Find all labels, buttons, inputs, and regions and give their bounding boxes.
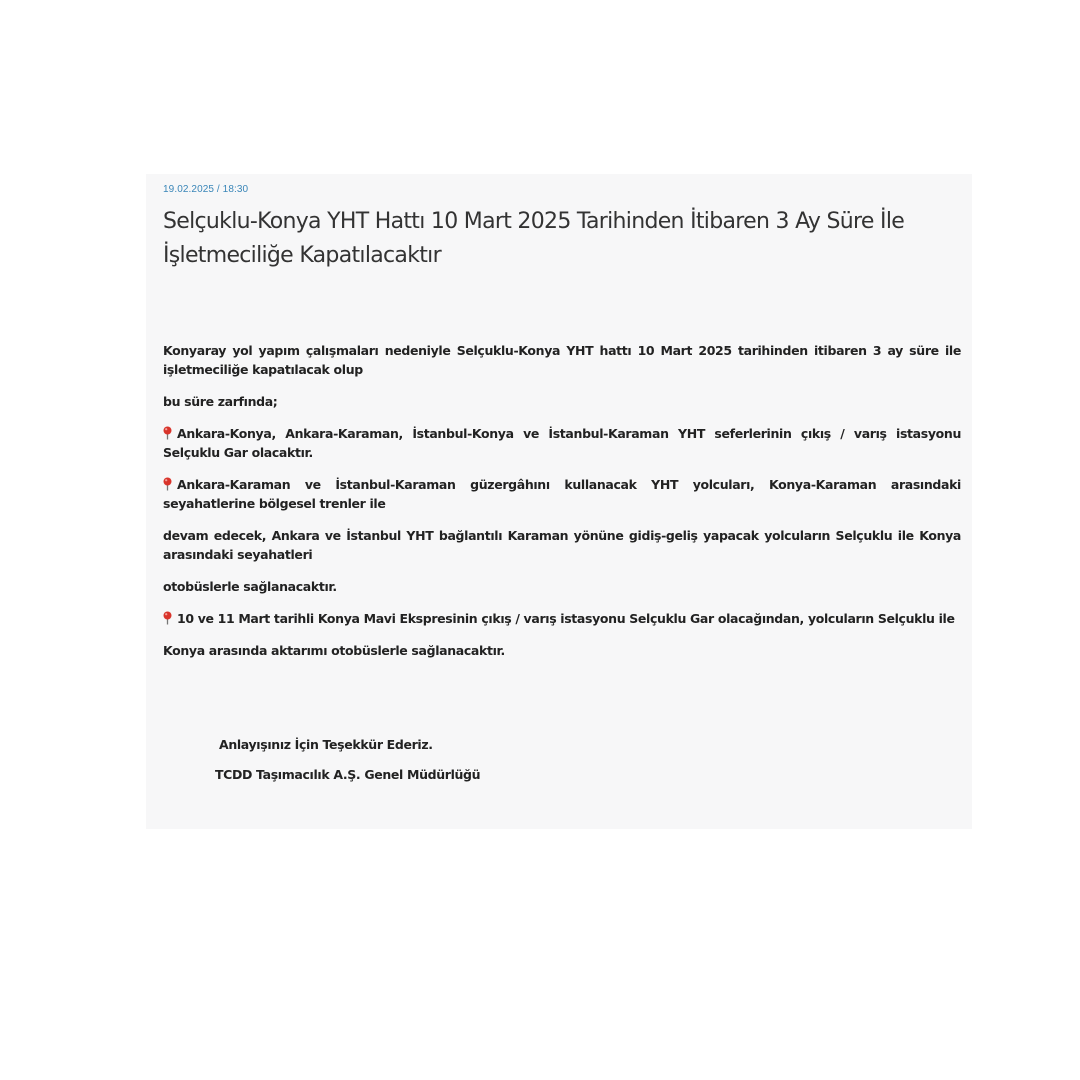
bullet-paragraph-1 (163, 424, 961, 462)
bullet-text-3: 10 ve 11 Mart tarihli Konya Mavi Ekspresinin çıkış / varış istasyonu Selçuklu Gar olacağından, yolcuların Selçuklu ile (177, 611, 955, 626)
publish-date: 19.02.2025 / 18:30 (163, 184, 249, 195)
pushpin-icon (163, 477, 172, 491)
signature-line: TCDD Taşımacılık A.Ş. Genel Müdürlüğü (215, 767, 481, 782)
bullet-text-2: Ankara-Karaman ve İstanbul-Karaman güzergâhını kullanacak YHT yolcuları, Konya-Karaman arasındaki seyahatlerine bölgesel trenler ile (163, 477, 961, 511)
continuation-paragraph-2: otobüslerle sağlanacaktır. (163, 579, 337, 594)
announcement-card (146, 174, 972, 829)
announcement-body (163, 341, 961, 673)
period-paragraph: bu süre zarfında; (163, 394, 278, 409)
pushpin-icon (163, 426, 172, 440)
announcement-title: Selçuklu-Konya YHT Hattı 10 Mart 2025 Tarihinden İtibaren 3 Ay Süre İle İşletmeciliğe Kapatılacaktır (163, 209, 905, 268)
thanks-line: Anlayışınız İçin Teşekkür Ederiz. (219, 737, 433, 752)
bullet-text-1: Ankara-Konya, Ankara-Karaman, İstanbul-Konya ve İstanbul-Karaman YHT seferlerinin çıkış / varış istasyonu Selçuklu Gar olacaktır. (163, 426, 961, 460)
intro-paragraph: Konyaray yol yapım çalışmaları nedeniyle Selçuklu-Konya YHT hattı 10 Mart 2025 tarihinden itibaren 3 ay süre ile işletmeciliğe kapatılacak olup (163, 343, 961, 377)
continuation-paragraph-1: devam edecek, Ankara ve İstanbul YHT bağlantılı Karaman yönüne gidiş-geliş yapacak yolcuların Selçuklu ile Konya arasındaki seyahatleri (163, 528, 961, 562)
pushpin-icon (163, 611, 172, 625)
continuation-paragraph-3: Konya arasında aktarımı otobüslerle sağlanacaktır. (163, 643, 505, 658)
bullet-paragraph-2 (163, 475, 961, 513)
bullet-paragraph-3 (163, 609, 961, 628)
